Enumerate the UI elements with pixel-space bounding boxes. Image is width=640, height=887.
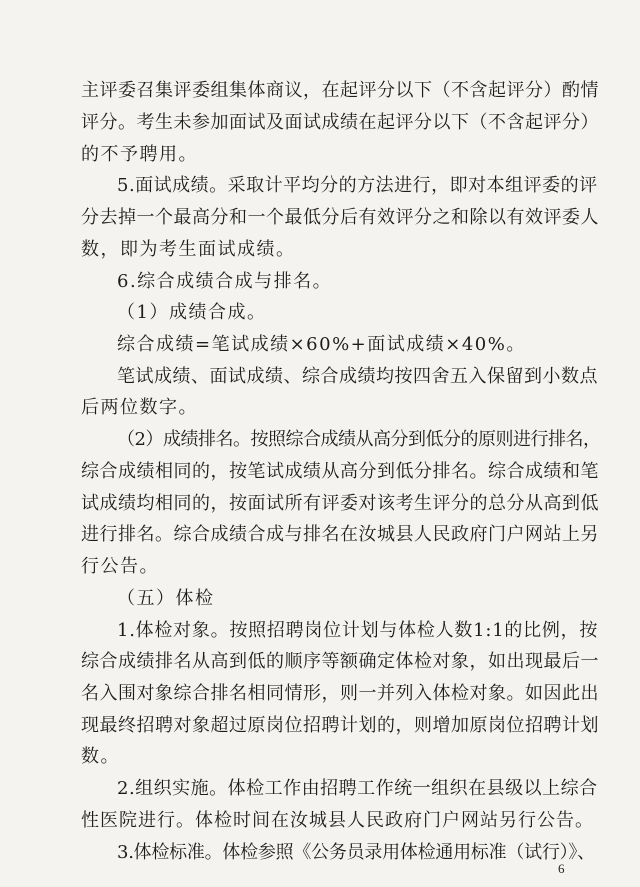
text-line: 名入围对象综合排名相同情形，则一并列入体检对象。如因此出 — [81, 683, 599, 704]
text-line: （1）成绩合成。 — [117, 302, 267, 323]
text-line: （2）成绩排名。按照综合成绩从高分到低分的原则进行排名， — [117, 429, 601, 450]
text-line: 数。 — [81, 746, 120, 767]
text-line: 进行排名。综合成绩合成与排名在汝城县人民政府门户网站上另 — [81, 524, 599, 545]
text-line: 数，即为考生面试成绩。 — [81, 239, 296, 260]
text-line: 2.组织实施。体检工作由招聘工作统一组织在县级以上综合 — [117, 778, 598, 799]
text-line: 6.综合成绩合成与排名。 — [117, 271, 333, 292]
text-line: 试成绩均相同的，按面试所有评委对该考生评分的总分从高到低 — [81, 493, 599, 514]
text-line: 5.面试成绩。采取计平均分的方法进行，即对本组评委的评 — [117, 175, 598, 196]
text-line: 综合成绩=笔试成绩×60%+面试成绩×40%。 — [117, 334, 526, 355]
text-line: 性医院进行。体检时间在汝城县人民政府门户网站另行公告。 — [81, 810, 594, 831]
text-line: 现最终招聘对象超过原岗位招聘计划的，则增加原岗位招聘计划 — [81, 715, 599, 736]
text-line: 笔试成绩、面试成绩、综合成绩均按四舍五入保留到小数点 — [117, 366, 598, 387]
text-line: 1.体检对象。按照招聘岗位计划与体检人数1:1的比例，按 — [117, 620, 599, 641]
text-line: 的不予聘用。 — [81, 144, 198, 165]
text-line: 3.体检标准。体检参照《公务员录用体检通用标准（试行）》、 — [117, 842, 595, 863]
section-heading: （五）体检 — [117, 588, 215, 609]
text-line: 分去掉一个最高分和一个最低分后有效评分之和除以有效评委人 — [81, 207, 599, 228]
text-line: 综合成绩排名从高到低的顺序等额确定体检对象，如出现最后一 — [81, 651, 599, 672]
text-line: 后两位数字。 — [81, 397, 198, 418]
page-number: 6 — [558, 861, 565, 876]
text-line: 主评委召集评委组集体商议，在起评分以下（不含起评分）酌情 — [81, 80, 599, 101]
text-line: 行公告。 — [81, 556, 159, 577]
text-line: 评分。考生未参加面试及面试成绩在起评分以下（不含起评分） — [81, 112, 599, 133]
text-line: 综合成绩相同的，按笔试成绩从高分到低分排名。综合成绩和笔 — [81, 461, 599, 482]
